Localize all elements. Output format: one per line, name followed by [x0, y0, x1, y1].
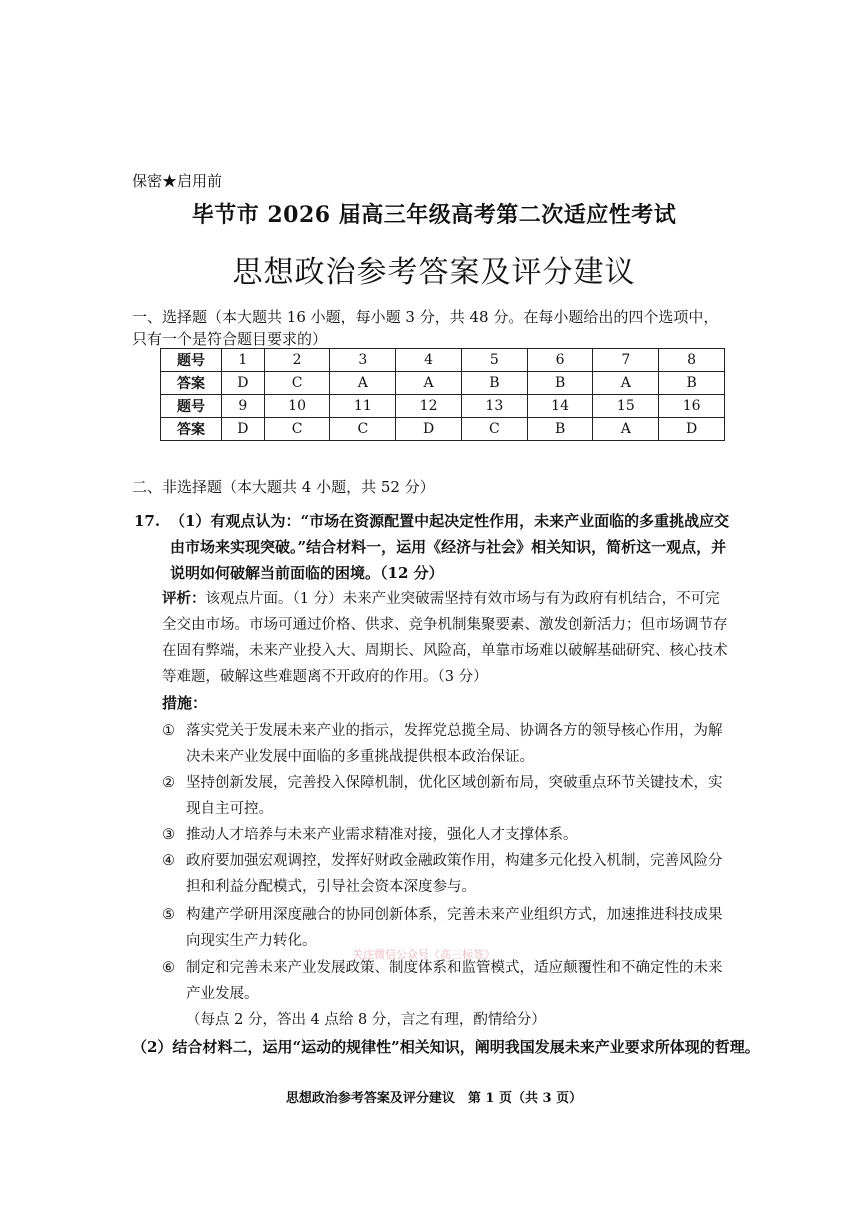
- table-cell: A: [593, 372, 659, 395]
- list-item: [162, 822, 734, 848]
- table-cell: A: [593, 418, 659, 441]
- item-text: 坚持创新发展，完善投入保障机制，优化区域创新布局，突破重点环节关键技术，实现自主可控。: [186, 775, 723, 817]
- item-marker: ⑤: [162, 907, 175, 923]
- table-cell: 1: [222, 349, 265, 372]
- question-17-part2: （2）结合材料二，运用“运动的规律性”相关知识，阐明我国发展未来产业要求所体现的哲理。: [132, 1038, 760, 1056]
- table-cell: C: [264, 372, 330, 395]
- section1-heading: 一、选择题（本大题共 16 小题，每小题 3 分，共 48 分。在每小题给出的四个选项中，只有一个是符合题目要求的）: [132, 308, 719, 348]
- table-cell: 12: [396, 395, 462, 418]
- row-label-number: 题号: [161, 395, 222, 418]
- table-cell: 16: [659, 395, 725, 418]
- table-row-numbers-1: [161, 349, 725, 372]
- item-marker: ④: [162, 853, 175, 869]
- table-cell: 3: [330, 349, 396, 372]
- table-cell: B: [527, 418, 593, 441]
- table-row-answers-2: [161, 418, 725, 441]
- table-cell: 13: [461, 395, 527, 418]
- table-cell: D: [222, 372, 265, 395]
- table-cell: C: [330, 418, 396, 441]
- table-cell: 7: [593, 349, 659, 372]
- table-cell: 5: [461, 349, 527, 372]
- table-row-numbers-2: [161, 395, 725, 418]
- watermark-text: 关注微信公众号《高三标签》: [352, 948, 495, 961]
- table-cell: 15: [593, 395, 659, 418]
- table-cell: B: [659, 372, 725, 395]
- list-item: [162, 955, 734, 1007]
- table-cell: 14: [527, 395, 593, 418]
- row-label-answer: 答案: [161, 418, 222, 441]
- answer-table: [160, 348, 725, 441]
- question-text: （1）有观点认为：“市场在资源配置中起决定性作用，未来产业面临的多重挑战应交由市场来实现突破。”结合材料一，运用《经济与社会》相关知识，简析这一观点，并说明如何破解当前面临的困境。（12 分）: [170, 512, 730, 582]
- question-number: 17.: [134, 512, 161, 530]
- confidential-label: 保密★启用前: [132, 172, 223, 190]
- table-cell: C: [264, 418, 330, 441]
- table-cell: 6: [527, 349, 593, 372]
- item-marker: ⑥: [162, 960, 175, 976]
- page-footer: 思想政治参考答案及评分建议 第 1 页（共 3 页）: [285, 1091, 583, 1106]
- document-subtitle: 思想政治参考答案及评分建议: [232, 255, 636, 290]
- analysis-text: 该观点片面。（1 分）未来产业突破需坚持有效市场与有为政府有机结合，不可完全交由市场。市场可通过价格、供求、竞争机制集聚要素、激发创新活力；但市场调节存在固有弊端，未来产业投入大、周期长、风险高，单靠市场难以破解基础研究、核心技术等难题，破解这些难题离不开政府的作用。（3 分）: [162, 591, 728, 685]
- row-label-answer: 答案: [161, 372, 222, 395]
- item-marker: ①: [162, 723, 175, 739]
- table-cell: B: [527, 372, 593, 395]
- table-cell: A: [330, 372, 396, 395]
- table-row-answers-1: [161, 372, 725, 395]
- table-cell: 10: [264, 395, 330, 418]
- item-text: 构建产学研用深度融合的协同创新体系，完善未来产业组织方式，加速推进科技成果向现实生产力转化。: [186, 907, 723, 949]
- scoring-note: （每点 2 分，答出 4 点给 8 分，言之有理，酌情给分）: [186, 1012, 546, 1028]
- table-cell: 11: [330, 395, 396, 418]
- table-cell: 4: [396, 349, 462, 372]
- analysis-paragraph: [162, 586, 734, 690]
- item-text: 落实党关于发展未来产业的指示，发挥党总揽全局、协调各方的领导核心作用，为解决未来产业发展中面临的多重挑战提供根本政治保证。: [186, 723, 723, 765]
- item-text: 推动人才培养与未来产业需求精准对接，强化人才支撑体系。: [186, 827, 578, 843]
- list-item: [162, 848, 734, 900]
- list-item: [162, 718, 734, 770]
- section2-heading: 二、非选择题（本大题共 4 小题，共 52 分）: [132, 478, 435, 496]
- item-text: 制定和完善未来产业发展政策、制度体系和监管模式，适应颠覆性和不确定性的未来产业发展。: [186, 960, 723, 1002]
- question-17-part1: [134, 508, 734, 586]
- table-cell: A: [396, 372, 462, 395]
- table-cell: D: [222, 418, 265, 441]
- exam-title: 毕节市 2026 届高三年级高考第二次适应性考试: [191, 202, 677, 228]
- measures-label: 措施：: [162, 694, 208, 712]
- analysis-label: 评析：: [162, 590, 206, 607]
- table-cell: B: [461, 372, 527, 395]
- item-marker: ③: [162, 827, 175, 843]
- table-cell: 8: [659, 349, 725, 372]
- table-cell: 2: [264, 349, 330, 372]
- item-marker: ②: [162, 775, 175, 791]
- table-cell: D: [396, 418, 462, 441]
- item-text: 政府要加强宏观调控，发挥好财政金融政策作用，构建多元化投入机制，完善风险分担和利益分配模式，引导社会资本深度参与。: [186, 853, 723, 895]
- list-item: [162, 770, 734, 822]
- row-label-number: 题号: [161, 349, 222, 372]
- table-cell: 9: [222, 395, 265, 418]
- table-cell: C: [461, 418, 527, 441]
- table-cell: D: [659, 418, 725, 441]
